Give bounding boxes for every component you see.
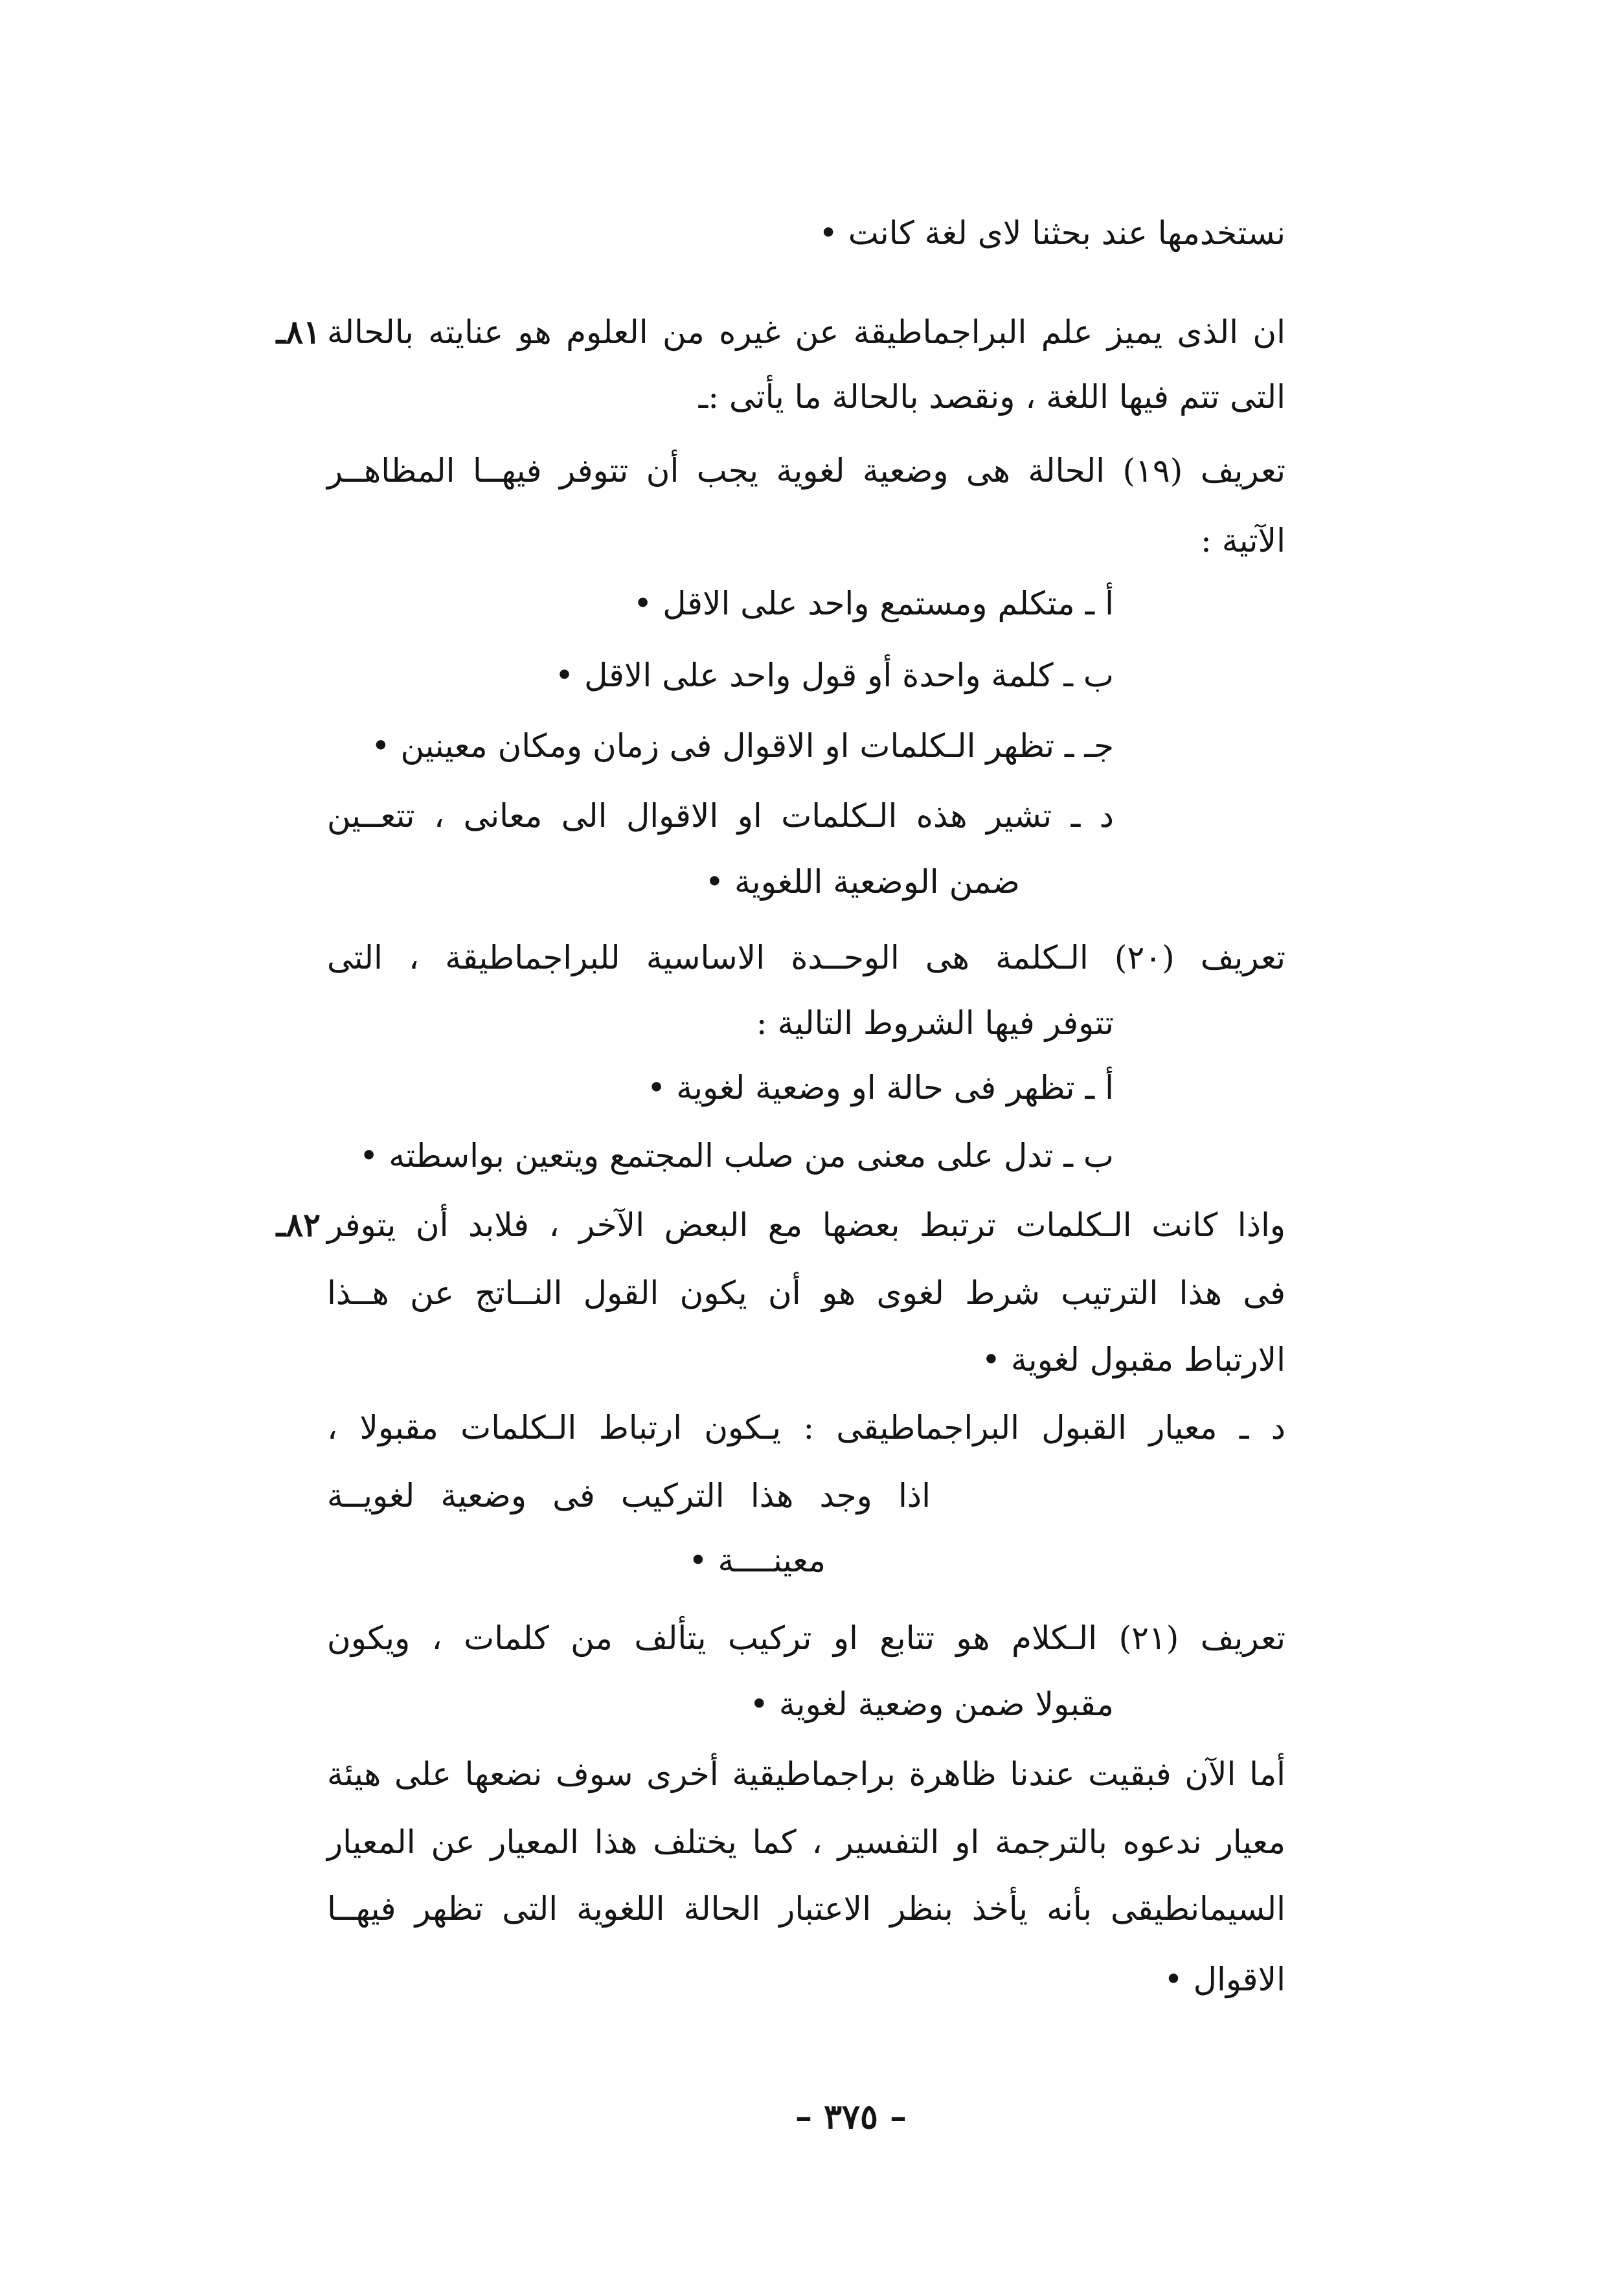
text-line: تتوفر فيها الشروط التالية : [756, 1004, 1114, 1042]
paragraph-number-81: ٨١ـ [276, 313, 321, 351]
page-number: – ٣٧٥ – [795, 2097, 907, 2137]
list-item: ب ـ كلمة واحدة أو قول واحد على الاقل • [554, 657, 1114, 694]
text-line: واذا كانت الـكلمات ترتبط بعضها مع البعض الآخر ، فلابد أن يتوفر [327, 1206, 1285, 1244]
list-item-continuation: ضمن الوضعية اللغوية • [705, 863, 1020, 901]
list-item: د ـ تشير هذه الـكلمات او الاقوال الى معانى ، تتعــين [327, 797, 1114, 835]
list-item: أ ـ متكلم ومستمع واحد على الاقل • [633, 585, 1114, 622]
list-item: أ ـ تظهر فى حالة او وضعية لغوية • [646, 1069, 1114, 1107]
text-line: معيار ندعوه بالترجمة او التفسير ، كما يختلف هذا المعيار عن المعيار [327, 1823, 1285, 1861]
text-line: أما الآن فبقيت عندنا ظاهرة براجماطيقية أخرى سوف نضعها على هيئة [327, 1755, 1285, 1793]
text-line: فى هذا الترتيب شرط لغوى هو أن يكون القول النــاتج عن هــذا [327, 1274, 1285, 1312]
text-line: السيمانطيقى بأنه يأخذ بنظر الاعتبار الحالة اللغوية التى تظهر فيهــا [327, 1890, 1285, 1928]
list-item: جـ ـ تظهر الـكلمات او الاقوال فى زمان ومكان معينين • [371, 727, 1114, 765]
definition-19-line: تعريف (١٩) الحالة هى وضعية لغوية يجب أن تتوفر فيهــا المظاهــر [327, 452, 1285, 490]
criterion-line: د ـ معيار القبول البراجماطيقى : يـكون ارتباط الـكلمات مقبولا ، [327, 1409, 1285, 1446]
definition-21-line: تعريف (٢١) الـكلام هو تتابع او تركيب يتألف من كلمات ، ويكون [327, 1619, 1285, 1657]
criterion-line: اذا وجد هذا التركيب فى وضعية لغويــة [327, 1477, 931, 1514]
text-line: الاقوال • [1164, 1961, 1285, 1998]
text-line: الآتية : [1201, 522, 1285, 559]
text-line: مقبولا ضمن وضعية لغوية • [749, 1685, 1114, 1723]
text-line: ان الذى يميز علم البراجماطيقة عن غيره من العلوم هو عنايته بالحالة [327, 313, 1285, 351]
text-line: نستخدمها عند بحثنا لاى لغة كانت • [819, 214, 1285, 252]
list-item: ب ـ تدل على معنى من صلب المجتمع ويتعين بواسطته • [359, 1137, 1114, 1175]
paragraph-number-82: ٨٢ـ [276, 1206, 321, 1244]
criterion-line: معينــــة • [688, 1542, 826, 1579]
text-line: التى تتم فيها اللغة ، ونقصد بالحالة ما يأتى :ـ [698, 378, 1285, 416]
text-line: الارتباط مقبول لغوية • [981, 1341, 1285, 1379]
definition-20-line: تعريف (٢٠) الـكلمة هى الوحــدة الاساسية للبراجماطيقة ، التى [327, 939, 1285, 976]
